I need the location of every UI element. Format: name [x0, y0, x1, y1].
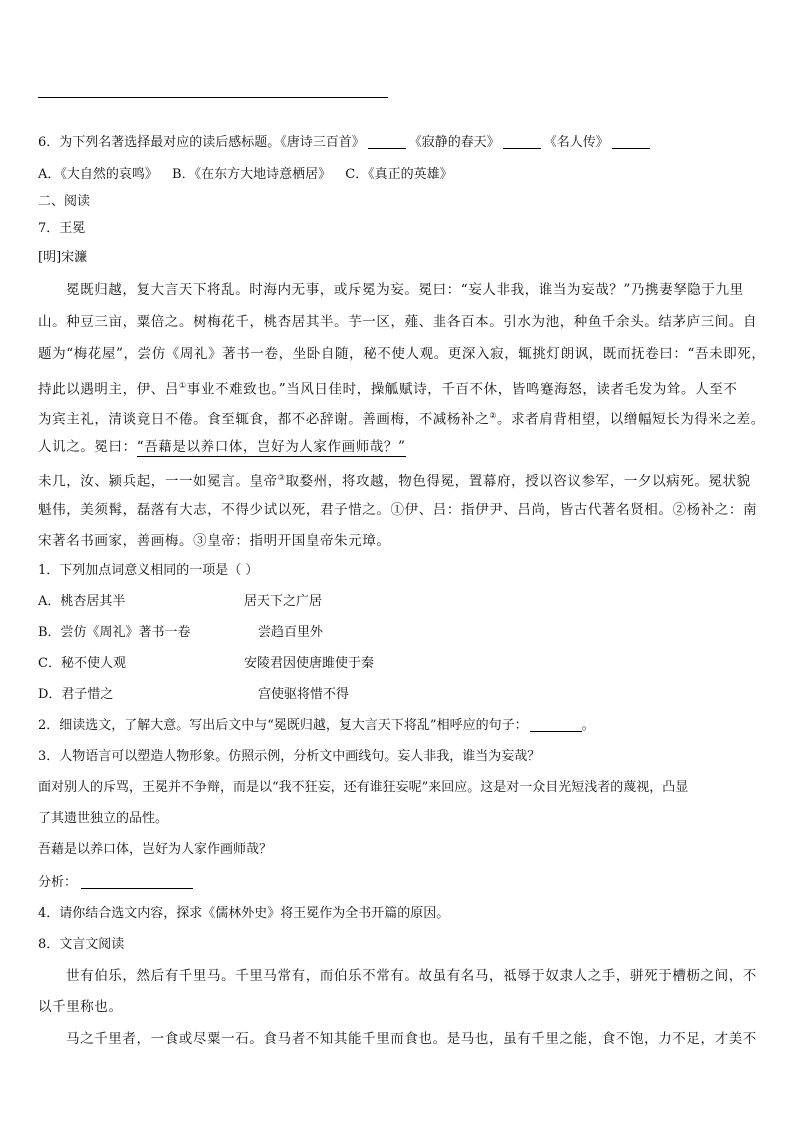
sub1-option-d-compare: 宫使驱将惜不得: [258, 687, 350, 702]
passage-line-5-part-b: 。求者肩背相望，以缯幅短长为得米之差。: [496, 411, 765, 428]
passage-line-4-part-a: 持此以遇明主，伊、吕: [38, 381, 179, 398]
sub2-stem-text: 2．细读选文，了解大意。写出后文中与“冕既归越，复大言天下将乱”相呼应的句子：: [38, 718, 528, 733]
passage-line-9: 宋著名书画家，善画梅。③皇帝：指明开国皇帝朱元璋。: [38, 533, 391, 549]
sub4-stem: 4．请你结合选文内容，探求《儒林外史》将王冕作为全书开篇的原因。: [38, 906, 450, 921]
q8-title: 8．文言文阅读: [38, 937, 125, 952]
q6-blank-3[interactable]: [612, 134, 650, 149]
q6-blank-2[interactable]: [503, 134, 541, 149]
q6-blank-1[interactable]: [368, 134, 406, 149]
passage-line-7: [38, 468, 751, 492]
sub2-answer-blank[interactable]: [530, 717, 582, 732]
passage-line-2: 山。种豆三亩，粟倍之。树梅花千，桃杏居其半。芋一区，薤、韭各百本。引水为池，种鱼千余头。结茅庐三间。自: [38, 314, 758, 330]
q6-option-b: B．《在东方大地诗意栖居》: [172, 167, 332, 182]
passage-line-5-part-a: 为宾主礼，清谈竟日不倦。食至辄食，都不必辞谢。善画梅，不减杨补之: [38, 411, 490, 428]
q7-author: [明]宋濂: [38, 250, 88, 265]
q6-options: [38, 165, 453, 185]
sub2-stem: [38, 716, 595, 736]
sub1-option-a-compare: 居天下之广居: [244, 594, 323, 609]
passage-line-6-part-a: 人讥之。冕曰：: [38, 439, 137, 455]
passage-line-4: [38, 376, 737, 400]
passage-line-6: [38, 437, 406, 457]
q6-stem-part-c: 《名人传》: [543, 135, 609, 150]
passage-line-1: 冕既归越，复大言天下将乱。时海内无事，或斥冕为妄。冕曰：“妄人非我，谁当为妄哉？”乃携妻孥隐于九里: [66, 282, 744, 298]
footnote-marker-2: ②: [489, 411, 497, 420]
sub1-stem: 1．下列加点词意义相同的一项是（ ）: [38, 563, 259, 578]
q6-stem-part-a: 6．为下列名著选择最对应的读后感标题。《唐诗三百首》: [38, 135, 365, 150]
sub3-quote: 吾藉是以养口体，岂好为人家作画师哉？: [38, 842, 273, 857]
underlined-sentence: “吾藉是以养口体，岂好为人家作画师哉？”: [136, 439, 406, 455]
sub1-option-c: C．秘不使人观: [38, 656, 126, 671]
sub1-option-b-compare: 尝趋百里外: [258, 625, 324, 640]
sub3-analysis: [38, 873, 193, 893]
sub1-option-d: D．君子惜之: [38, 687, 114, 702]
sub3-example-line-2: 了其遗世独立的品性。: [38, 811, 169, 826]
analysis-label: 分析：: [38, 875, 78, 890]
q8-para1-line-2: 以千里称也。: [38, 999, 123, 1015]
q6-option-c: C．《真正的英雄》: [345, 167, 453, 182]
q8-para2-line-1: 马之千里者，一食或尽粟一石。食马者不知其能千里而食也。是马也，虽有千里之能，食不饱，力不足，才美不: [66, 1031, 757, 1047]
q7-title: 7．王冕: [38, 221, 86, 236]
passage-line-8: 魁伟，美须髯，磊落有大志，不得少试以死，君子惜之。①伊、吕：指伊尹、吕尚，皆古代著名贤相。②杨补之：南: [38, 502, 758, 518]
footnote-marker-1: ①: [179, 381, 187, 390]
q6-option-a: A．《大自然的哀鸣》: [38, 167, 158, 182]
q8-para1-line-1: 世有伯乐，然后有千里马。千里马常有，而伯乐不常有。故虽有名马，祗辱于奴隶人之手，骈死于槽枥之间，不: [66, 968, 757, 984]
sub3-example-line-1: 面对别人的斥骂，王冕并不争辩，而是以“我不狂妄，还有谁狂妄呢”来回应。这是对一众目光短浅者的蔑视，凸显: [38, 780, 689, 795]
q6-stem-part-b: 《寂静的春天》: [408, 135, 500, 150]
sub1-option-b: B．尝仿《周礼》著书一卷: [38, 625, 191, 640]
passage-line-7-part-b: 取婺州，将攻越，物色得冕，置幕府，授以咨议参军，一夕以病死。冕状貌: [285, 473, 751, 490]
passage-line-4-part-b: 事业不难致也。”当风日佳时，操觚赋诗，千百不休，皆鸣蹇海怒，读者毛发为耸。人至不: [186, 381, 738, 398]
section-two-heading: 二、阅读: [38, 194, 91, 209]
sub2-stem-end: 。: [581, 718, 595, 733]
footnote-marker-3: ③: [277, 473, 286, 482]
passage-line-5: [38, 406, 765, 430]
analysis-answer-blank[interactable]: [81, 874, 193, 889]
passage-line-7-part-a: 未几，汝、颍兵起，一一如冕言。皇帝: [38, 473, 278, 490]
sub1-option-c-compare: 安陵君因使唐雎使于秦: [244, 656, 375, 671]
sub3-stem: 3．人物语言可以塑造人物形象。仿照示例，分析文中画线句。妄人非我，谁当为妄哉？: [38, 749, 541, 764]
passage-line-3: 题为“梅花屋”，尝仿《周礼》著书一卷，坐卧自随，秘不使人观。更深入寂，辄挑灯朗讽，既而抚卷曰：“吾未即死，: [38, 346, 766, 362]
sub1-option-a: A．桃杏居其半: [38, 594, 126, 609]
q6-stem: [38, 133, 653, 153]
top-divider-line: [38, 97, 388, 98]
